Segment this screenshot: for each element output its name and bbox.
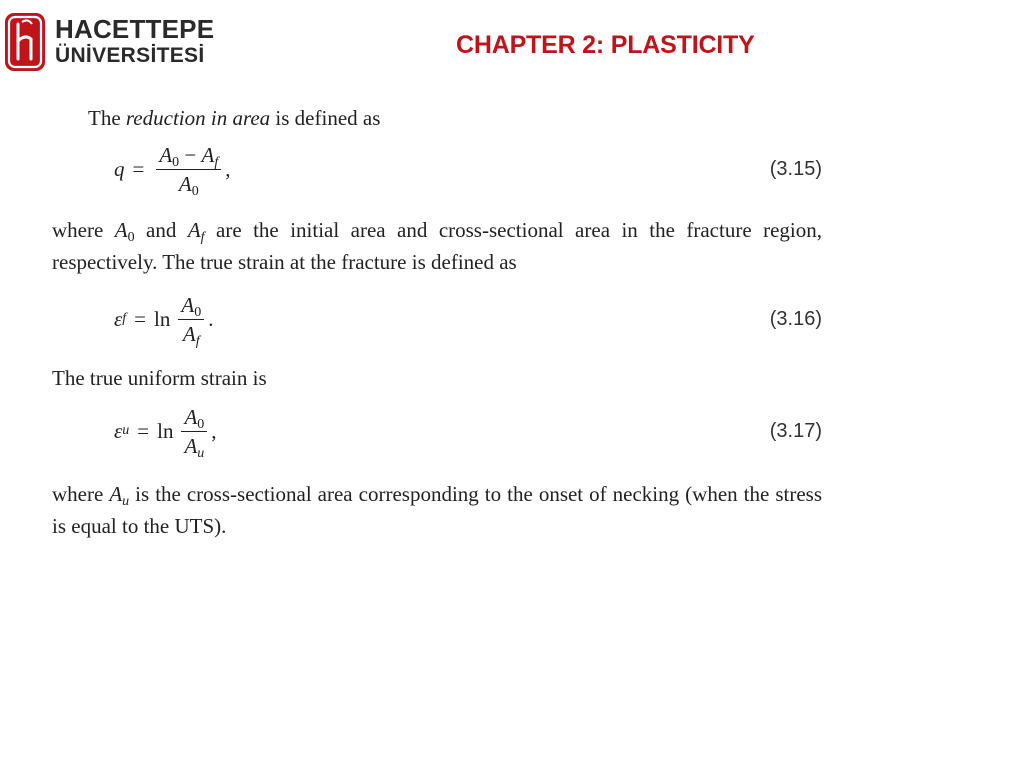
symbol: A bbox=[114, 218, 128, 242]
page-title: CHAPTER 2: PLASTICITY bbox=[456, 31, 755, 59]
eq-equals: = bbox=[134, 306, 147, 331]
denominator bbox=[182, 320, 200, 349]
text: where bbox=[52, 482, 110, 506]
denominator bbox=[178, 170, 199, 199]
equation-number: (3.15) bbox=[769, 157, 822, 180]
text: The true uniform strain is bbox=[52, 366, 267, 390]
symbol: A bbox=[109, 482, 123, 506]
eq-function: ln bbox=[154, 306, 171, 331]
hacettepe-logo-icon bbox=[4, 12, 46, 72]
equation-3-15 bbox=[52, 134, 822, 204]
logo-line-2: ÜNİVERSİTESİ bbox=[55, 44, 205, 67]
text: are the initial area and cross-sectional area in the fracture region, respectively. The true strain at the fracture is defined as bbox=[52, 218, 822, 274]
subscript: 0 bbox=[197, 416, 205, 432]
symbol: A bbox=[159, 142, 173, 167]
logo-line-1: HACETTEPE bbox=[55, 14, 215, 44]
equation-3-17 bbox=[52, 396, 822, 466]
numerator bbox=[156, 143, 221, 170]
paragraph-necking bbox=[52, 478, 822, 542]
eq-trail: , bbox=[211, 418, 217, 443]
equation-number: (3.17) bbox=[769, 419, 822, 442]
subscript: u bbox=[122, 494, 130, 509]
eq-equals: = bbox=[132, 156, 145, 181]
university-logo bbox=[2, 10, 215, 76]
subscript: 0 bbox=[172, 154, 180, 170]
eq-trail: , bbox=[225, 156, 231, 181]
text: is defined as bbox=[270, 106, 381, 130]
paragraph-definitions bbox=[52, 214, 822, 278]
text: where bbox=[52, 218, 115, 242]
eq-trail: . bbox=[208, 306, 214, 331]
equation-body: ε u = ln $\frac{A_0}{A_u}$ , bbox=[114, 404, 217, 461]
equation-number: (3.16) bbox=[769, 307, 822, 330]
subscript: 0 bbox=[127, 230, 135, 245]
slide-content bbox=[52, 100, 822, 542]
eq-lhs: ε bbox=[114, 418, 123, 443]
eq-function: ln bbox=[157, 418, 174, 443]
operator: − bbox=[179, 142, 202, 167]
numerator bbox=[181, 405, 207, 432]
paragraph-intro bbox=[52, 102, 822, 134]
eq-lhs: q bbox=[114, 156, 125, 181]
emphasis-text: reduction in area bbox=[125, 106, 271, 130]
eq-equals: = bbox=[137, 418, 150, 443]
numerator bbox=[178, 293, 204, 320]
symbol: A bbox=[187, 218, 201, 242]
subscript: u bbox=[197, 445, 205, 461]
text: is the cross-sectional area corresponding to the onset of necking (when the stress is equal to the UTS). bbox=[52, 482, 822, 538]
subscript: f bbox=[214, 154, 219, 170]
eq-lhs: ε bbox=[114, 306, 123, 331]
symbol: A bbox=[181, 292, 195, 317]
subscript: f bbox=[200, 230, 205, 245]
equation-body: ε f = ln $\frac{A_0}{A_f}$ . bbox=[114, 292, 214, 349]
symbol: A bbox=[182, 321, 196, 346]
symbol: A bbox=[184, 433, 198, 458]
text: and bbox=[134, 218, 188, 242]
fraction bbox=[181, 404, 207, 461]
equation-3-16 bbox=[52, 284, 822, 354]
denominator bbox=[184, 432, 205, 461]
text: The bbox=[88, 106, 126, 130]
logo-text bbox=[55, 16, 214, 66]
subscript: 0 bbox=[191, 183, 199, 199]
paragraph-uniform-strain bbox=[52, 362, 822, 394]
equation-body bbox=[114, 134, 230, 204]
fraction bbox=[178, 292, 204, 349]
fraction bbox=[156, 142, 221, 199]
symbol: A bbox=[201, 142, 215, 167]
subscript: f bbox=[195, 333, 200, 349]
subscript: 0 bbox=[194, 304, 202, 320]
symbol: A bbox=[178, 171, 192, 196]
symbol: A bbox=[184, 404, 198, 429]
